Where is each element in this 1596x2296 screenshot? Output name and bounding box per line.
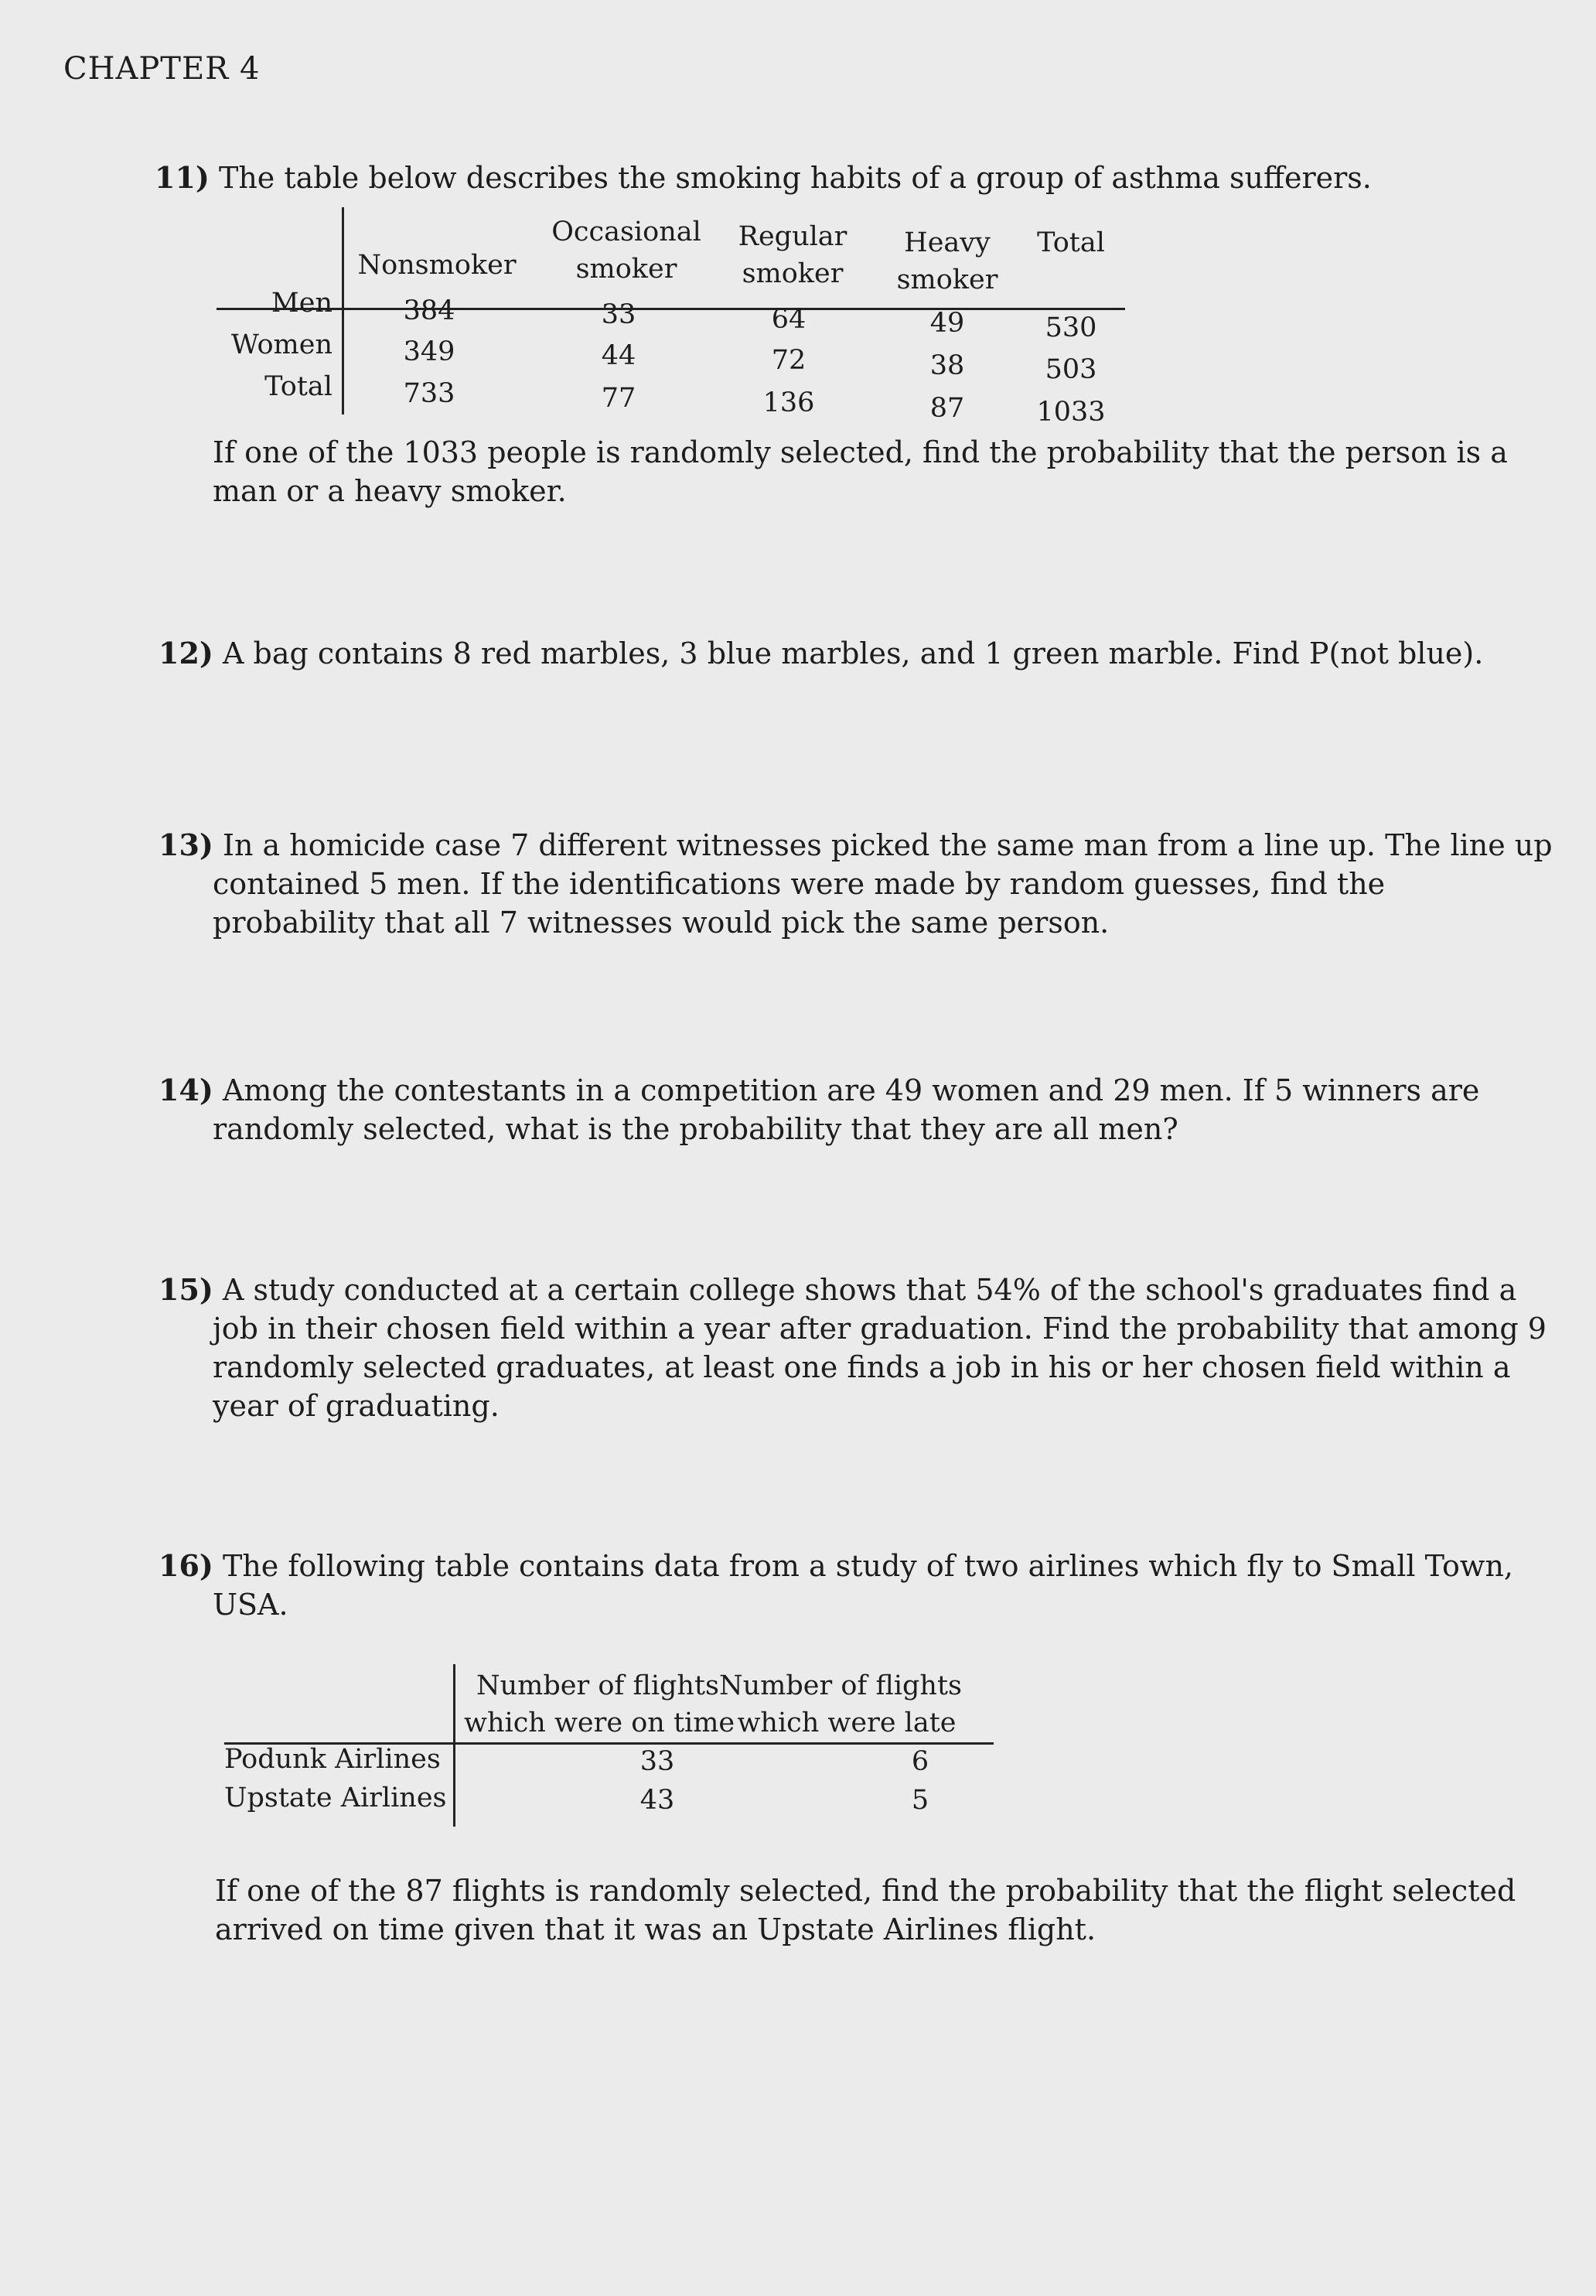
table-cell: 38 (929, 350, 965, 381)
question-16: 16) The following table contains data from a study of two airlines which fly to Small Town, USA. (159, 1548, 1513, 1622)
table-cell: 503 (1045, 354, 1097, 385)
col-header-nonsmoker: Nonsmoker (357, 250, 517, 281)
table-cell: 733 (403, 378, 455, 409)
col-header-on-time: Number of flights which were on time (464, 1670, 735, 1738)
row-label-men: Men (271, 288, 332, 319)
question-11-prompt: If one of the 1033 people is randomly selected, find the probability that the person is a man or a heavy smoker. (213, 435, 1508, 508)
question-11 (155, 159, 1372, 197)
table-cell: 44 (601, 340, 636, 371)
question-number: 11) (155, 160, 210, 195)
question-number: 15) (159, 1272, 213, 1307)
row-label-upstate-airlines: Upstate Airlines (224, 1783, 447, 1813)
table-cell: 530 (1045, 312, 1097, 343)
question-number: 16) (159, 1548, 213, 1583)
col-header-occasional-smoker: Occasional smoker (551, 217, 701, 285)
question-13: 13) In a homicide case 7 different witnesses picked the same man from a line up. The line up contained 5 men. If the identifications were made by random guesses, find the probability that all 7 witnesses would pick the same person. (159, 827, 1553, 940)
col-header-total: Total (1037, 227, 1105, 258)
table-cell: 72 (771, 345, 807, 376)
question-intro: The table below describes the smoking habits of a group of asthma sufferers. (218, 161, 1372, 195)
table-cell: 1033 (1036, 397, 1106, 428)
table-cell: 6 (911, 1746, 929, 1777)
airline-flights-table (224, 1664, 998, 1827)
table-cell: 87 (929, 393, 965, 424)
question-16-prompt: If one of the 87 flights is randomly selected, find the probability that the flight selected arrived on time given that it was an Upstate Airlines flight. (215, 1874, 1516, 1946)
question-number: 14) (159, 1073, 213, 1107)
smoking-habits-table (217, 207, 1125, 432)
question-12: 12) A bag contains 8 red marbles, 3 blue marbles, and 1 green marble. Find P(not blue). (159, 636, 1484, 670)
row-label-podunk-airlines: Podunk Airlines (224, 1744, 441, 1775)
table-cell: 64 (771, 304, 807, 335)
row-label-total: Total (264, 371, 332, 402)
table-cell: 43 (639, 1785, 675, 1816)
question-15: 15) A study conducted at a certain college shows that 54% of the school's graduates find a job in their chosen field within a year after graduation. Find the probability that among 9 randomly selected graduates, at least one finds a job in his or her chosen field within a year of graduating. (159, 1272, 1547, 1423)
col-header-regular-smoker: Regular smoker (738, 221, 847, 289)
table-vertical-rule (453, 1664, 455, 1827)
table-cell: 33 (601, 299, 636, 330)
table-vertical-rule (342, 207, 344, 415)
table-cell: 33 (639, 1746, 675, 1777)
table-cell: 5 (911, 1785, 929, 1816)
question-14: 14) Among the contestants in a competition are 49 women and 29 men. If 5 winners are randomly selected, what is the probability that they are all men? (159, 1073, 1480, 1146)
table-cell: 49 (929, 308, 965, 339)
row-label-women: Women (230, 329, 332, 360)
col-header-late: Number of flights which were late (719, 1670, 962, 1738)
chapter-header: CHAPTER 4 (63, 51, 261, 87)
question-number: 13) (159, 827, 213, 862)
table-cell: 349 (403, 336, 455, 367)
table-cell: 77 (601, 383, 636, 414)
question-number: 12) (159, 636, 213, 670)
col-header-heavy-smoker: Heavy smoker (896, 227, 998, 295)
table-cell: 136 (762, 387, 815, 418)
table-cell: 384 (403, 295, 455, 326)
